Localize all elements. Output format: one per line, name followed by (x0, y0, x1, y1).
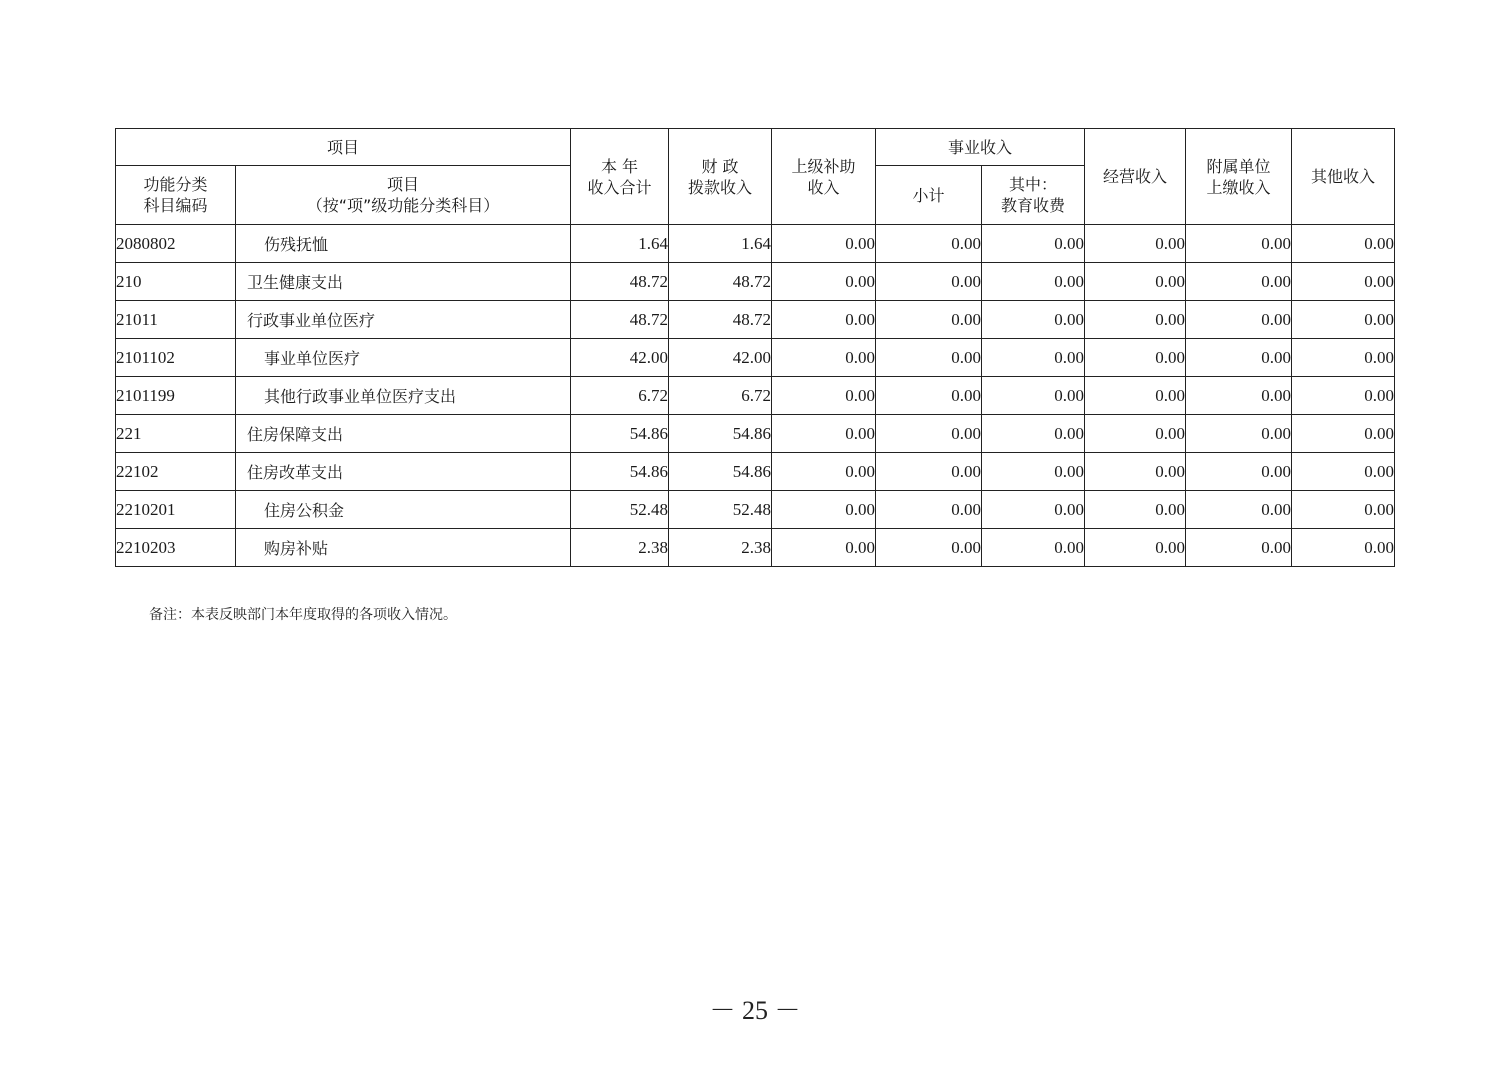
amount-cell: 0.00 (1186, 301, 1292, 339)
table-body (116, 225, 1395, 567)
amount-cell: 0.00 (1085, 377, 1186, 415)
subject-name-cell: 行政事业单位医疗 (236, 301, 571, 339)
amount-cell: 0.00 (982, 377, 1085, 415)
table-row (116, 529, 1395, 567)
amount-cell: 52.48 (669, 491, 772, 529)
amount-cell: 42.00 (571, 339, 669, 377)
subject-code-cell: 22102 (116, 453, 236, 491)
amount-cell: 0.00 (1186, 225, 1292, 263)
subject-name-cell: 其他行政事业单位医疗支出 (236, 377, 571, 415)
business-income-group-header: 事业收入 (876, 129, 1085, 166)
amount-cell: 0.00 (982, 339, 1085, 377)
affiliate-income-header: 附属单位 上缴收入 (1186, 129, 1292, 225)
subject-name-cell: 伤残抚恤 (236, 225, 571, 263)
page-number: － 25 － (709, 996, 801, 1025)
amount-cell: 0.00 (1186, 377, 1292, 415)
operating-income-header: 经营收入 (1085, 129, 1186, 225)
amount-cell: 0.00 (982, 453, 1085, 491)
subject-name-cell: 住房公积金 (236, 491, 571, 529)
amount-cell: 2.38 (669, 529, 772, 567)
subject-name-cell: 购房补贴 (236, 529, 571, 567)
amount-cell: 0.00 (1085, 529, 1186, 567)
amount-cell: 1.64 (669, 225, 772, 263)
amount-cell: 0.00 (772, 339, 876, 377)
amount-cell: 48.72 (571, 263, 669, 301)
amount-cell: 0.00 (772, 529, 876, 567)
table-row (116, 339, 1395, 377)
amount-cell: 0.00 (876, 529, 982, 567)
subject-name-cell: 住房改革支出 (236, 453, 571, 491)
amount-cell: 0.00 (1292, 453, 1395, 491)
table-row (116, 377, 1395, 415)
amount-cell: 2.38 (571, 529, 669, 567)
amount-cell: 0.00 (1292, 377, 1395, 415)
amount-cell: 0.00 (1085, 415, 1186, 453)
table-row (116, 415, 1395, 453)
amount-cell: 0.00 (1186, 263, 1292, 301)
amount-cell: 0.00 (1085, 225, 1186, 263)
income-table (115, 128, 1395, 567)
project-group-header: 项目 (116, 129, 571, 166)
amount-cell: 0.00 (772, 377, 876, 415)
amount-cell: 0.00 (1292, 263, 1395, 301)
amount-cell: 0.00 (982, 529, 1085, 567)
amount-cell: 0.00 (876, 491, 982, 529)
amount-cell: 0.00 (1292, 301, 1395, 339)
subject-code-cell: 2101102 (116, 339, 236, 377)
name-header: 项目 （按“项”级功能分类科目） (236, 166, 571, 225)
amount-cell: 0.00 (876, 263, 982, 301)
subject-code-cell: 2210201 (116, 491, 236, 529)
amount-cell: 6.72 (571, 377, 669, 415)
table-row (116, 491, 1395, 529)
amount-cell: 0.00 (1085, 339, 1186, 377)
table-row (116, 301, 1395, 339)
subject-code-cell: 221 (116, 415, 236, 453)
amount-cell: 0.00 (1085, 301, 1186, 339)
amount-cell: 0.00 (772, 225, 876, 263)
subject-code-cell: 2101199 (116, 377, 236, 415)
amount-cell: 52.48 (571, 491, 669, 529)
amount-cell: 0.00 (1085, 263, 1186, 301)
amount-cell: 0.00 (1186, 491, 1292, 529)
amount-cell: 0.00 (876, 377, 982, 415)
amount-cell: 54.86 (571, 415, 669, 453)
amount-cell: 0.00 (1186, 339, 1292, 377)
amount-cell: 0.00 (1292, 415, 1395, 453)
amount-cell: 0.00 (1186, 415, 1292, 453)
amount-cell: 0.00 (876, 301, 982, 339)
amount-cell: 0.00 (876, 415, 982, 453)
amount-cell: 54.86 (669, 453, 772, 491)
table-note: 备注：本表反映部门本年度取得的各项收入情况。 (149, 607, 457, 623)
subject-name-cell: 卫生健康支出 (236, 263, 571, 301)
amount-cell: 0.00 (1186, 529, 1292, 567)
fiscal-appropriation-header: 财 政 拨款收入 (669, 129, 772, 225)
amount-cell: 1.64 (571, 225, 669, 263)
amount-cell: 0.00 (1186, 453, 1292, 491)
subject-name-cell: 住房保障支出 (236, 415, 571, 453)
subtotal-header: 小计 (876, 166, 982, 225)
amount-cell: 0.00 (876, 339, 982, 377)
amount-cell: 6.72 (669, 377, 772, 415)
code-header: 功能分类 科目编码 (116, 166, 236, 225)
amount-cell: 0.00 (982, 415, 1085, 453)
total-income-header: 本 年 收入合计 (571, 129, 669, 225)
amount-cell: 48.72 (571, 301, 669, 339)
subject-code-cell: 210 (116, 263, 236, 301)
amount-cell: 0.00 (876, 453, 982, 491)
amount-cell: 0.00 (1292, 529, 1395, 567)
amount-cell: 0.00 (772, 453, 876, 491)
amount-cell: 54.86 (669, 415, 772, 453)
subject-code-cell: 21011 (116, 301, 236, 339)
subject-name-cell: 事业单位医疗 (236, 339, 571, 377)
table-row (116, 263, 1395, 301)
amount-cell: 0.00 (982, 263, 1085, 301)
table-row (116, 225, 1395, 263)
superior-subsidy-header: 上级补助 收入 (772, 129, 876, 225)
amount-cell: 0.00 (1085, 491, 1186, 529)
amount-cell: 0.00 (1292, 225, 1395, 263)
subject-code-cell: 2210203 (116, 529, 236, 567)
amount-cell: 48.72 (669, 301, 772, 339)
amount-cell: 0.00 (1292, 339, 1395, 377)
amount-cell: 0.00 (772, 301, 876, 339)
amount-cell: 0.00 (772, 415, 876, 453)
amount-cell: 0.00 (982, 301, 1085, 339)
amount-cell: 0.00 (1085, 453, 1186, 491)
amount-cell: 42.00 (669, 339, 772, 377)
amount-cell: 0.00 (1292, 491, 1395, 529)
subject-code-cell: 2080802 (116, 225, 236, 263)
table-row (116, 453, 1395, 491)
amount-cell: 0.00 (982, 225, 1085, 263)
amount-cell: 0.00 (982, 491, 1085, 529)
amount-cell: 0.00 (772, 263, 876, 301)
amount-cell: 0.00 (876, 225, 982, 263)
amount-cell: 0.00 (772, 491, 876, 529)
education-fee-header: 其中： 教育收费 (982, 166, 1085, 225)
amount-cell: 54.86 (571, 453, 669, 491)
amount-cell: 48.72 (669, 263, 772, 301)
other-income-header: 其他收入 (1292, 129, 1395, 225)
